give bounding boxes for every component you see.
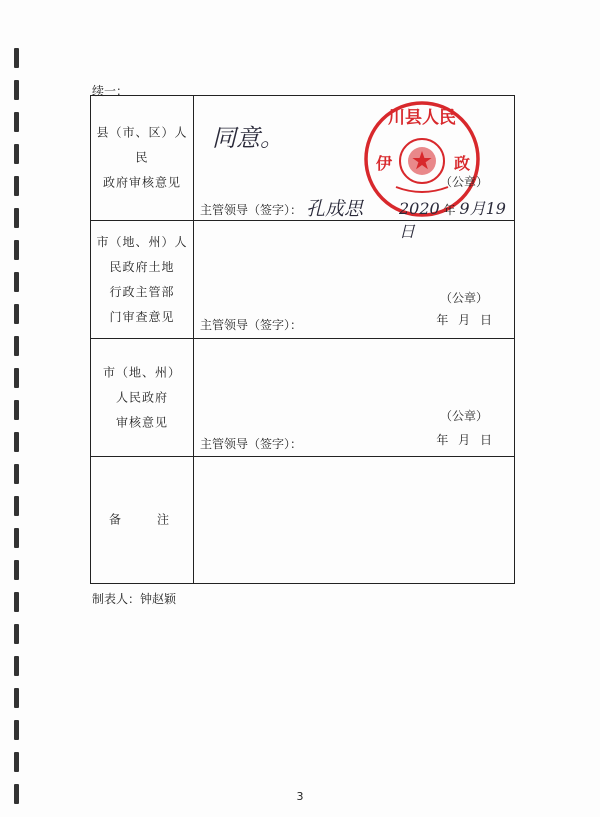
county-review-label-cell: [91, 96, 194, 221]
approval-form-table: [90, 95, 515, 584]
spiral-binding: [14, 40, 24, 800]
remarks-label: 备 注: [109, 512, 170, 527]
continuation-label: 续一：: [92, 84, 129, 98]
county-review-content-cell: [194, 96, 515, 241]
municipal-review-row: [91, 339, 515, 457]
municipal-content-cell: [194, 339, 515, 457]
handwritten-opinion: 同意。: [212, 124, 284, 152]
land-admin-label: 市（地、州）人 民政府土地 行政主管部 门审查意见: [96, 234, 188, 324]
date-placeholder: 年 月 日: [436, 433, 492, 447]
remarks-content-cell: [194, 457, 515, 584]
svg-text:伊: 伊: [376, 154, 393, 173]
date-year-label: 年: [443, 203, 456, 217]
land-admin-review-row: [91, 221, 515, 339]
municipal-label: 市（地、州） 人民政府 审核意见: [102, 365, 181, 429]
page-number: 3: [296, 790, 304, 803]
municipal-label-cell: [91, 339, 194, 457]
handwritten-signature: 孔成思: [306, 198, 364, 220]
remarks-row: [91, 457, 515, 584]
signer-label: 主管领导（签字）：: [200, 437, 303, 451]
handwritten-month-day: 9月19日: [399, 199, 506, 241]
seal-placeholder: （公章）: [439, 409, 488, 423]
county-review-row: [91, 96, 515, 221]
preparer-label: 制表人：钟赵颖: [92, 592, 177, 606]
handwritten-year: 2020: [399, 199, 440, 218]
remarks-label-cell: [91, 457, 194, 584]
signer-label: 主管领导（签字）：: [200, 318, 303, 332]
seal-placeholder: （公章）: [439, 291, 488, 305]
seal-lettering: 川县人民: [388, 108, 456, 128]
county-review-label: 县（市、区）人民 政府审核意见: [96, 125, 188, 190]
land-admin-label-cell: [91, 221, 194, 339]
svg-text:政: 政: [454, 154, 471, 173]
signer-label: 主管领导（签字）：: [200, 203, 303, 217]
land-admin-content-cell: [194, 221, 515, 339]
seal-placeholder: （公章）: [439, 175, 488, 189]
date-placeholder: 年 月 日: [436, 313, 492, 327]
